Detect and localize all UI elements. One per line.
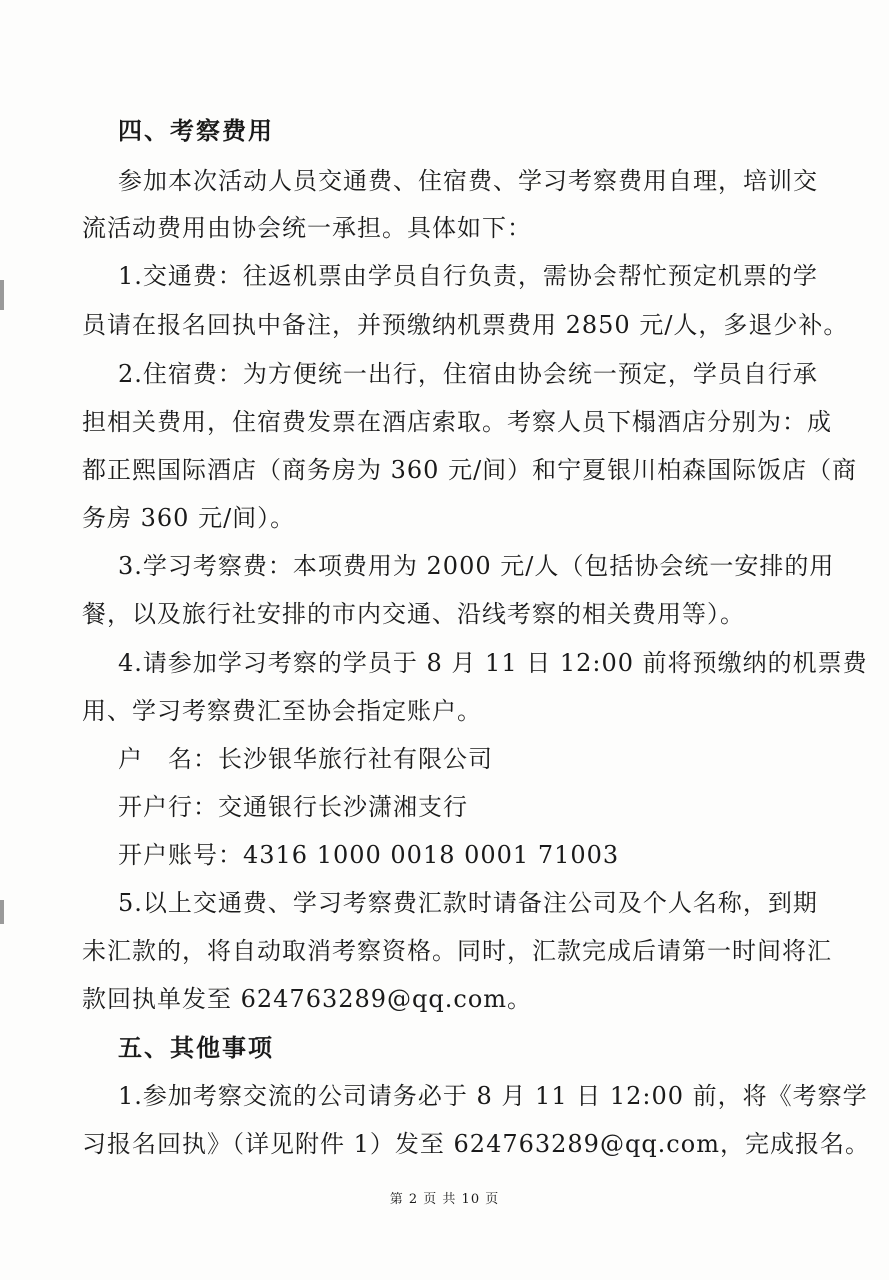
paragraph-line: 员请在报名回执中备注，并预缴纳机票费用 2850 元/人，多退少补。 xyxy=(82,311,849,339)
scan-edge-mark xyxy=(0,280,4,310)
paragraph-line: 务房 360 元/间）。 xyxy=(82,504,296,532)
paragraph-line: 习报名回执》（详见附件 1）发至 624763289@qq.com，完成报名。 xyxy=(82,1130,870,1158)
paragraph-line: 用、学习考察费汇至协会指定账户。 xyxy=(82,697,482,725)
paragraph-line: 1.交通费：往返机票由学员自行负责，需协会帮忙预定机票的学 xyxy=(118,262,818,290)
page-number-footer: 第 2 页 共 10 页 xyxy=(389,1192,500,1207)
section-heading-other: 五、其他事项 xyxy=(118,1034,274,1062)
paragraph-line: 2.住宿费：为方便统一出行，住宿由协会统一预定，学员自行承 xyxy=(118,360,818,388)
paragraph-line: 流活动费用由协会统一承担。具体如下： xyxy=(82,214,532,242)
paragraph-line: 都正熙国际酒店（商务房为 360 元/间）和宁夏银川柏森国际饭店（商 xyxy=(82,456,858,484)
account-name-line: 户 名：长沙银华旅行社有限公司 xyxy=(118,745,493,773)
account-number-line: 开户账号：4316 1000 0018 0001 71003 xyxy=(118,841,620,869)
account-bank-line: 开户行：交通银行长沙潇湘支行 xyxy=(118,793,468,821)
paragraph-line: 参加本次活动人员交通费、住宿费、学习考察费用自理，培训交 xyxy=(118,167,818,195)
paragraph-line: 3.学习考察费：本项费用为 2000 元/人（包括协会统一安排的用 xyxy=(118,552,835,580)
paragraph-line: 1.参加考察交流的公司请务必于 8 月 11 日 12:00 前，将《考察学 xyxy=(118,1082,868,1110)
paragraph-line: 未汇款的，将自动取消考察资格。同时，汇款完成后请第一时间将汇 xyxy=(82,937,832,965)
paragraph-line: 款回执单发至 624763289@qq.com。 xyxy=(82,985,533,1013)
paragraph-line: 担相关费用，住宿费发票在酒店索取。考察人员下榻酒店分别为：成 xyxy=(82,408,832,436)
section-heading-fees: 四、考察费用 xyxy=(118,117,274,145)
scan-edge-mark xyxy=(0,900,4,924)
paragraph-line: 餐，以及旅行社安排的市内交通、沿线考察的相关费用等）。 xyxy=(82,600,745,628)
paragraph-line: 5.以上交通费、学习考察费汇款时请备注公司及个人名称，到期 xyxy=(118,889,818,917)
paragraph-line: 4.请参加学习考察的学员于 8 月 11 日 12:00 前将预缴纳的机票费 xyxy=(118,649,868,677)
